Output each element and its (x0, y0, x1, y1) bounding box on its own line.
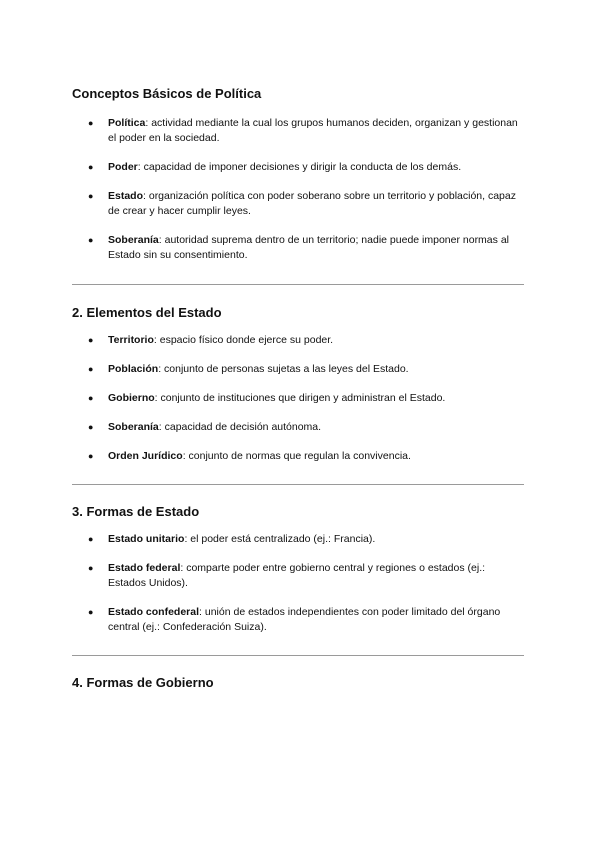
section-title: Conceptos Básicos de Política (72, 86, 262, 101)
document-page (72, 86, 524, 691)
bullet-icon: ● (88, 393, 94, 403)
list-item (72, 532, 524, 547)
bullet-icon: ● (88, 235, 94, 245)
section-divider (72, 484, 524, 485)
section-formas-gobierno (72, 675, 524, 691)
bullet-icon: ● (88, 191, 94, 201)
list-item (72, 160, 524, 175)
item-term: Población (108, 363, 159, 375)
item-desc: : capacidad de decisión autónoma. (158, 421, 322, 433)
item-desc: : capacidad de imponer decisiones y dirigir la conducta de los demás. (137, 161, 462, 173)
list-item (72, 189, 524, 219)
item-term: Estado unitario (108, 533, 185, 545)
bullet-icon: ● (88, 451, 94, 461)
item-desc: : unión de estados independientes con poder limitado del órgano central (ej.: Confederación Suiza). (108, 606, 501, 633)
item-desc: : el poder está centralizado (ej.: Francia). (184, 533, 376, 545)
item-desc: : conjunto de personas sujetas a las leyes del Estado. (158, 363, 409, 375)
item-desc: : comparte poder entre gobierno central y regiones o estados (ej.: Estados Unidos). (108, 562, 486, 589)
list-item (72, 420, 524, 435)
item-desc: : conjunto de instituciones que dirigen y administran el Estado. (154, 392, 446, 404)
bullet-icon: ● (88, 364, 94, 374)
list-item (72, 561, 524, 591)
item-term: Orden Jurídico (108, 450, 183, 462)
item-term: Estado federal (108, 562, 181, 574)
list-item (72, 233, 524, 263)
section-title: 4. Formas de Gobierno (72, 675, 214, 690)
item-desc: : espacio físico donde ejerce su poder. (153, 334, 334, 346)
bullet-icon: ● (88, 162, 94, 172)
list-item (72, 116, 524, 146)
item-desc: : actividad mediante la cual los grupos humanos deciden, organizan y gestionan el poder en la sociedad. (108, 117, 518, 144)
item-term: Estado (108, 190, 144, 202)
item-term: Territorio (108, 334, 154, 346)
item-desc: : conjunto de normas que regulan la convivencia. (182, 450, 411, 462)
item-term: Poder (108, 161, 138, 173)
item-desc: : organización política con poder soberano sobre un territorio y población, capaz de crear y hacer cumplir leyes. (108, 190, 516, 217)
item-term: Estado confederal (108, 606, 200, 618)
section-divider (72, 284, 524, 285)
section-formas-estado (72, 504, 524, 635)
item-term: Soberanía (108, 234, 159, 246)
item-term: Soberanía (108, 421, 159, 433)
list-item (72, 362, 524, 377)
list-item (72, 333, 524, 348)
item-list (72, 116, 524, 263)
item-list (72, 333, 524, 464)
section-elementos (72, 305, 524, 464)
list-item (72, 449, 524, 464)
bullet-icon: ● (88, 335, 94, 345)
bullet-icon: ● (88, 563, 94, 573)
list-item (72, 391, 524, 406)
item-term: Política (108, 117, 146, 129)
item-desc: : autoridad suprema dentro de un territorio; nadie puede imponer normas al Estado sin su consentimiento. (108, 234, 509, 261)
bullet-icon: ● (88, 534, 94, 544)
section-conceptos (72, 86, 524, 263)
bullet-icon: ● (88, 607, 94, 617)
item-list (72, 532, 524, 635)
list-item (72, 605, 524, 635)
section-title: 3. Formas de Estado (72, 504, 200, 519)
bullet-icon: ● (88, 422, 94, 432)
bullet-icon: ● (88, 118, 94, 128)
item-term: Gobierno (108, 392, 155, 404)
section-title: 2. Elementos del Estado (72, 305, 222, 320)
section-divider (72, 655, 524, 656)
